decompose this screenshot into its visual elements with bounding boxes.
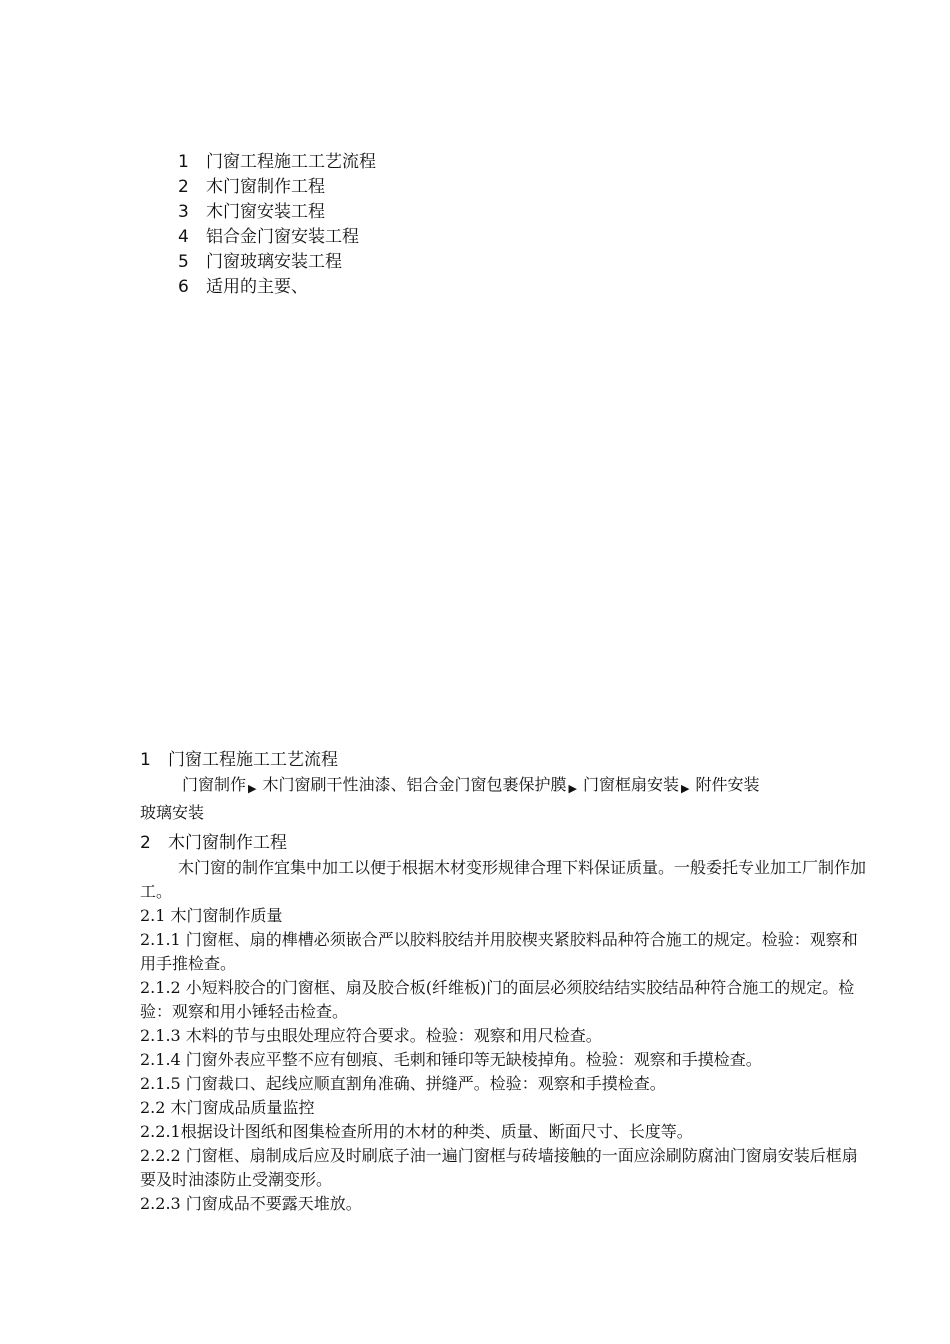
toc-item (178, 250, 376, 275)
paragraph: 2.1.4 门窗外表应平整不应有刨痕、毛刺和锤印等无缺棱掉角。检验：观察和手摸检查。 (140, 1050, 762, 1069)
toc-item (178, 150, 376, 175)
flow-step: 门窗制作 (182, 775, 247, 794)
toc-item-label: 门窗工程施工工艺流程 (206, 152, 376, 172)
section-number: 1 (140, 750, 151, 770)
toc-item-label: 木门窗安装工程 (206, 202, 325, 222)
flow-step: 木门窗刷干性油漆、铝合金门窗包裹保护膜 (262, 775, 567, 794)
paragraph: 2.2.1根据设计图纸和图集检查所用的木材的种类、质量、断面尺寸、长度等。 (140, 1122, 693, 1141)
toc-item (178, 275, 376, 300)
paragraph: 2.1 木门窗制作质量 (140, 906, 283, 925)
toc-item-label: 木门窗制作工程 (206, 177, 325, 197)
paragraph: 2.2.2 门窗框、扇制成后应及时刷底子油一遍门窗框与砖墙接触的一面应涂刷防腐油门窗扇安装后框扇要及时油漆防止受潮变形。 (140, 1146, 858, 1189)
arrow-icon: ▶ (568, 782, 577, 795)
flow-step: 附件安装 (695, 775, 760, 794)
toc-item (178, 225, 376, 250)
toc-item (178, 200, 376, 225)
flow-step: 玻璃安装 (140, 803, 205, 822)
section-title: 门窗工程施工工艺流程 (168, 750, 338, 770)
toc-item-number: 4 (178, 227, 189, 247)
paragraph: 2.1.2 小短料胶合的门窗框、扇及胶合板(纤维板)门的面层必须胶结结实胶结品种符合施工的规定。检验：观察和用小锤轻击检查。 (140, 978, 855, 1021)
section-heading (140, 831, 870, 856)
paragraph: 2.1.5 门窗裁口、起线应顺直割角准确、拼缝严。检验：观察和手摸检查。 (140, 1074, 666, 1093)
arrow-icon: ▶ (680, 782, 690, 795)
paragraph: 2.1.1 门窗框、扇的榫槽必须嵌合严以胶料胶结并用胶楔夹紧胶料品种符合施工的规定。检验：观察和用手推检查。 (140, 930, 858, 973)
document-body (140, 748, 870, 1216)
toc-item-number: 2 (178, 177, 189, 197)
paragraph: 2.1.3 木料的节与虫眼处理应符合要求。检验：观察和用尺检查。 (140, 1026, 602, 1045)
process-flow (140, 773, 870, 801)
toc-item-label: 铝合金门窗安装工程 (206, 227, 359, 247)
toc-item-number: 5 (178, 252, 189, 272)
section-title: 木门窗制作工程 (168, 833, 287, 853)
toc-item-number: 6 (178, 277, 189, 297)
toc-item-number: 3 (178, 202, 189, 222)
table-of-contents (178, 150, 376, 300)
toc-item-label: 门窗玻璃安装工程 (206, 252, 342, 272)
section-heading (140, 748, 870, 773)
flow-step: 门窗框扇安装 (582, 775, 679, 794)
arrow-icon: ▶ (248, 782, 257, 795)
paragraph: 2.2.3 门窗成品不要露天堆放。 (140, 1194, 362, 1213)
toc-item (178, 175, 376, 200)
intro-paragraph: 木门窗的制作宜集中加工以便于根据木材变形规律合理下料保证质量。一般委托专业加工厂制作加工。 (140, 858, 867, 901)
toc-item-number: 1 (178, 152, 189, 172)
section-number: 2 (140, 833, 151, 853)
paragraph: 2.2 木门窗成品质量监控 (140, 1098, 315, 1117)
toc-item-label: 适用的主要、 (206, 277, 308, 297)
